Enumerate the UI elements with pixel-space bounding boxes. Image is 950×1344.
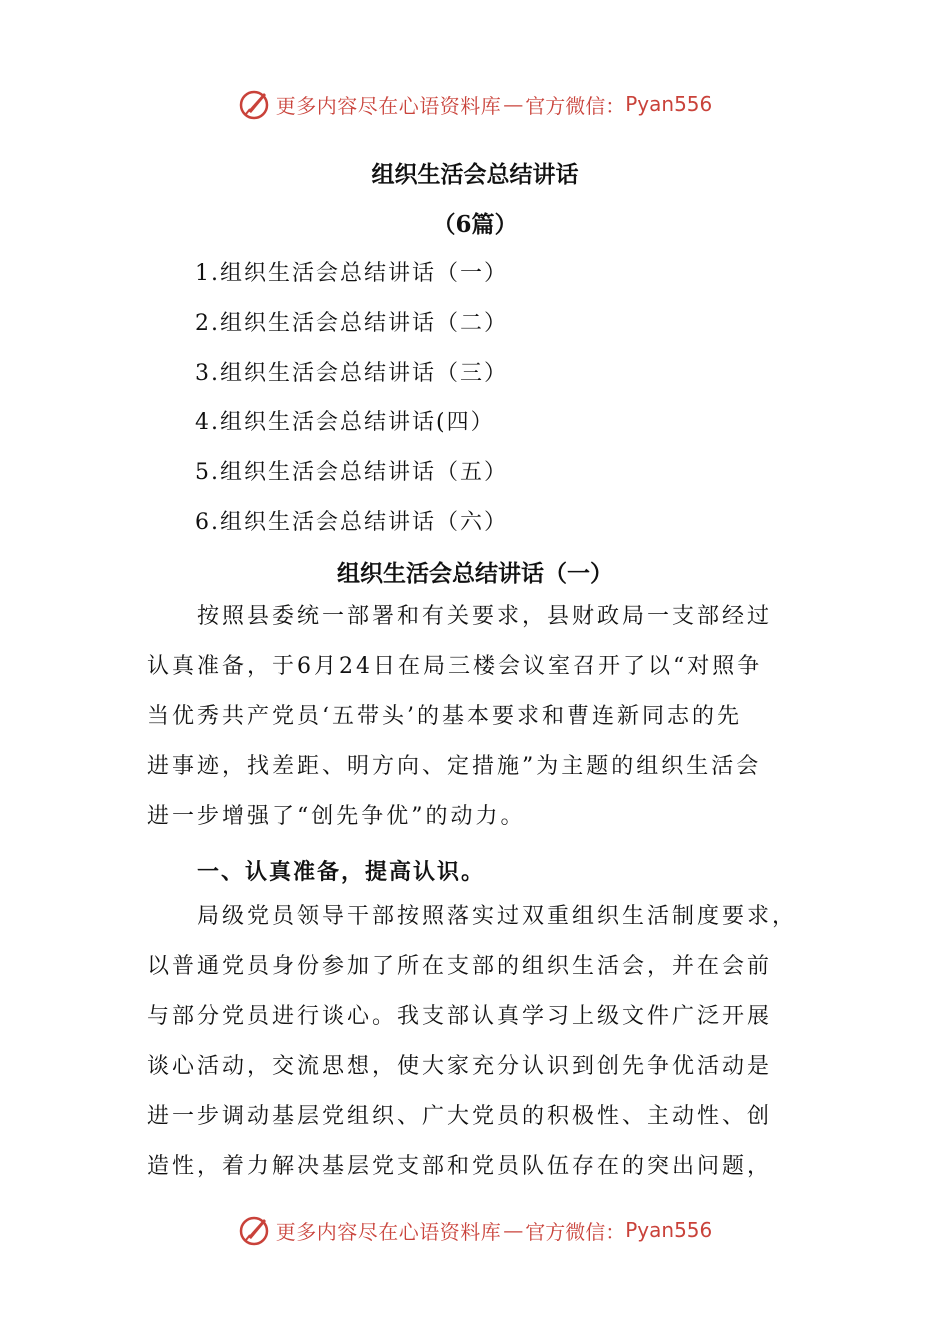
brand-name: 更多内容尽在心语资料库: [275, 93, 502, 118]
wechat-label: 官方微信：: [525, 93, 626, 118]
section-heading-1: 一、认真准备，提高认识。: [197, 859, 486, 885]
paragraph-line: 以普通党员身份参加了所在支部的组织生活会，并在会前: [147, 954, 773, 979]
banner-dash: —: [503, 92, 524, 116]
paragraph-line: 谈心活动，交流思想，使大家充分认识到创先争优活动是: [147, 1054, 773, 1079]
footer-banner: [0, 1210, 950, 1250]
paragraph-2: [147, 892, 807, 1192]
wechat-id: Pyan556: [625, 92, 713, 116]
quill-logo-icon: [238, 1213, 272, 1247]
section-title: 组织生活会总结讲话（一）: [337, 560, 613, 587]
paragraph-line: 当优秀共产党员‘五带头’的基本要求和曹连新同志的先: [147, 704, 742, 729]
paragraph-line: 与部分党员进行谈心。我支部认真学习上级文件广泛开展: [147, 1004, 773, 1029]
toc-item-1: 1.组织生活会总结讲话（一）: [195, 261, 508, 286]
document-subtitle: （6篇）: [432, 211, 518, 238]
quill-logo-icon: [238, 87, 272, 121]
paragraph-1: [147, 592, 807, 842]
toc-item-2: 2.组织生活会总结讲话（二）: [195, 311, 508, 336]
wechat-label: 官方微信：: [525, 1219, 626, 1244]
wechat-id: Pyan556: [625, 1218, 713, 1242]
toc-item-6: 6.组织生活会总结讲话（六）: [195, 510, 508, 535]
toc-item-5: 5.组织生活会总结讲话（五）: [195, 460, 508, 485]
paragraph-line: 进一步调动基层党组织、广大党员的积极性、主动性、创: [147, 1104, 773, 1129]
paragraph-line: 进事迹，找差距、明方向、定措施”为主题的组织生活会: [147, 754, 762, 779]
paragraph-line: 造性，着力解决基层党支部和党员队伍存在的突出问题，: [147, 1154, 773, 1179]
toc-item-4: 4.组织生活会总结讲话(四）: [195, 410, 495, 435]
paragraph-line: 进一步增强了“创先争优”的动力。: [147, 804, 526, 829]
banner-dash: —: [503, 1218, 524, 1242]
document-title: 组织生活会总结讲话: [371, 161, 579, 188]
toc-item-3: 3.组织生活会总结讲话（三）: [195, 361, 508, 386]
header-banner: [0, 84, 950, 124]
paragraph-line: 按照县委统一部署和有关要求，县财政局一支部经过: [147, 604, 773, 629]
paragraph-line: 局级党员领导干部按照落实过双重组织生活制度要求，: [147, 904, 798, 929]
paragraph-line: 认真准备，于6月24日在局三楼会议室召开了以“对照争: [147, 654, 763, 679]
brand-name: 更多内容尽在心语资料库: [275, 1219, 502, 1244]
